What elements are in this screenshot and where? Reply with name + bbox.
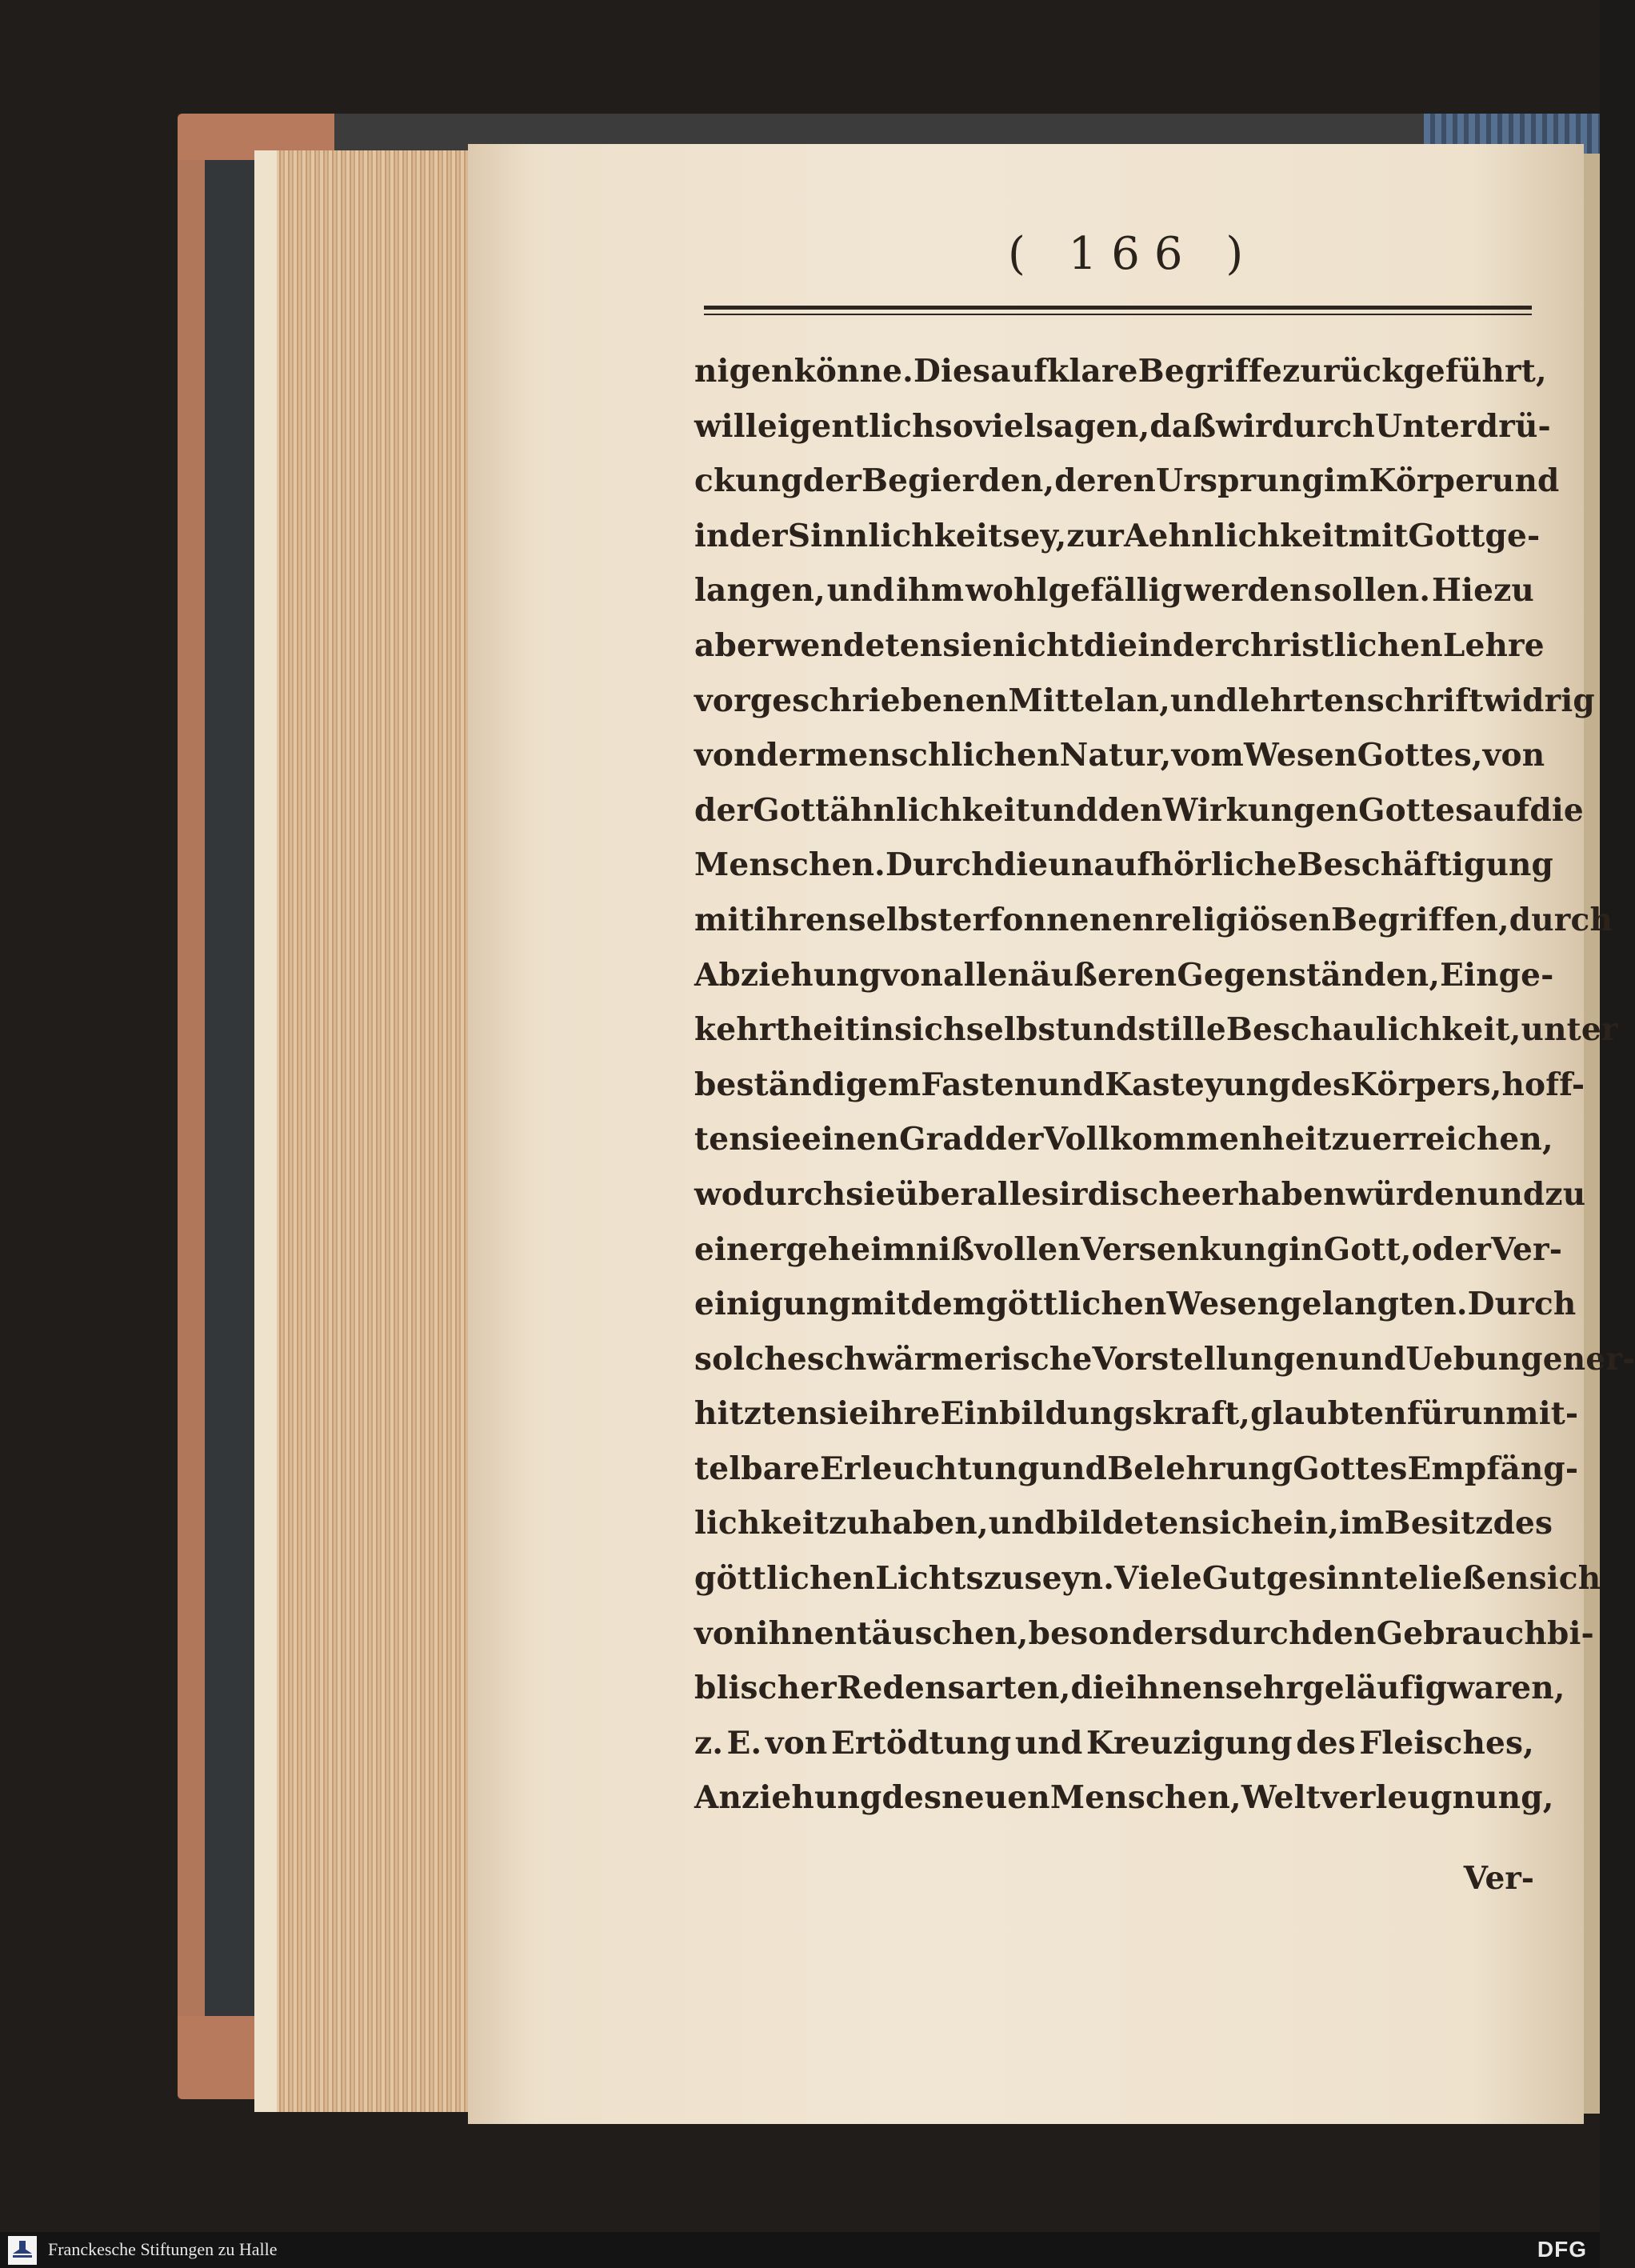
text-line: ten sie einen Grad der Vollkommenheit zu erreichen, bbox=[694, 1121, 1553, 1158]
institution-logo-icon bbox=[8, 2236, 37, 2265]
page-text bbox=[694, 344, 1635, 1826]
text-line: göttlichen Lichts zu seyn. Viele Gutgesinnte ließen sich bbox=[694, 1560, 1601, 1598]
text-line: Anziehung des neuen Menschen, Weltverleugnung, bbox=[694, 1779, 1554, 1817]
header-rule bbox=[704, 306, 1532, 310]
text-line: hitzten sie ihre Einbildungskraft, glaubten für unmit- bbox=[694, 1395, 1579, 1433]
text-line: blischer Redensarten, die ihnen sehr geläufig waren, bbox=[694, 1670, 1565, 1707]
text-line: Abziehung von allen äußeren Gegenständen, Einge- bbox=[694, 956, 1554, 994]
text-line: mit ihren selbsterfonnenen religiösen Begriffen, durch bbox=[694, 901, 1613, 938]
text-line: langen, und ihm wohlgefällig werden sollen. Hiezu bbox=[694, 572, 1534, 610]
text-line: der Gottähnlichkeit und den Wirkungen Gottes auf die bbox=[694, 791, 1584, 829]
text-line: lichkeit zu haben, und bildeten sich ein, im Besitz des bbox=[694, 1505, 1553, 1542]
header-rule-thin bbox=[704, 314, 1532, 315]
text-line: ckung der Begierden, deren Ursprung im Körper und bbox=[694, 462, 1560, 500]
footer-institution: Franckesche Stiftungen zu Halle bbox=[48, 2239, 278, 2259]
text-line: in der Sinnlichkeit sey, zur Aehnlichkeit mit Gott ge- bbox=[694, 517, 1541, 554]
text-line: will eigentlich so viel sagen, daß wir durch Unterdrü- bbox=[694, 407, 1551, 445]
cover-board bbox=[205, 160, 254, 2016]
text-line: kehrtheit in sich selbst und stille Beschaulichkeit, unter bbox=[694, 1011, 1618, 1049]
text-line: von ihnen täuschen, besonders durch den Gebrauch bi- bbox=[694, 1614, 1594, 1652]
text-line: telbare Erleuchtung und Belehrung Gottes Empfäng- bbox=[694, 1450, 1579, 1487]
page-number: ( 166 ) bbox=[1008, 228, 1258, 280]
text-line: einer geheimnißvollen Versenkung in Gott, oder Ver- bbox=[694, 1230, 1563, 1268]
text-line: vorgeschriebenen Mittel an, und lehrten schriftwidrig bbox=[694, 682, 1595, 719]
flyleaf-edge bbox=[254, 150, 277, 2112]
catchword: Ver- bbox=[1463, 1860, 1534, 1897]
text-line: nigen könne. Dies auf klare Begriffe zurückgeführt, bbox=[694, 353, 1547, 390]
text-line: solche schwärmerische Vorstellungen und Uebungen er- bbox=[694, 1340, 1635, 1378]
page-edges bbox=[254, 150, 478, 2112]
text-line: Menschen. Durch die unaufhörliche Beschäftigung bbox=[694, 846, 1554, 884]
text-line: beständigem Fasten und Kasteyung des Körpers, hoff- bbox=[694, 1066, 1585, 1103]
text-line: aber wendeten sie nicht die in der christlichen Lehre bbox=[694, 626, 1545, 664]
text-line: wodurch sie über alles irdische erhaben würden und zu bbox=[694, 1175, 1586, 1213]
text-line: einigung mit dem göttlichen Wesen gelangten. Durch bbox=[694, 1286, 1577, 1323]
text-line: z. E. von Ertödtung und Kreuzigung des Fleisches, bbox=[694, 1724, 1534, 1762]
footer-dfg-logo: DFG bbox=[1537, 2237, 1587, 2262]
text-line: von der menschlichen Natur, vom Wesen Gottes, von bbox=[694, 737, 1545, 774]
leather-spine bbox=[178, 160, 206, 2016]
